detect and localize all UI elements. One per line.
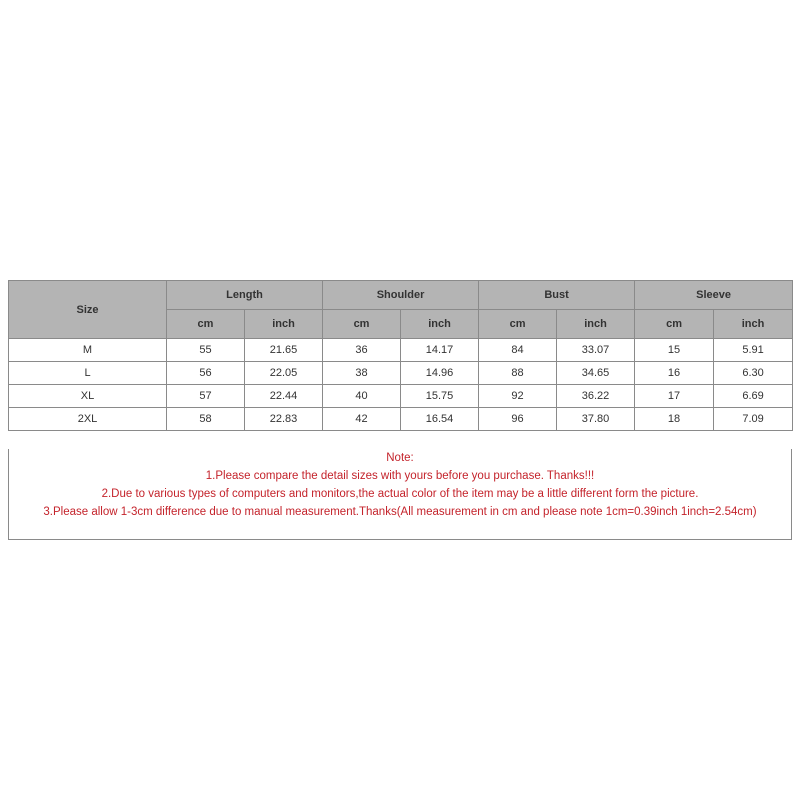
table-cell: 57 — [167, 385, 245, 408]
table-cell: 7.09 — [714, 408, 793, 431]
table-cell: 40 — [323, 385, 401, 408]
table-cell: 96 — [479, 408, 557, 431]
size-cell: M — [9, 339, 167, 362]
note-line-3: 3.Please allow 1-3cm difference due to manual measurement.Thanks(All measurement in cm and please note 1cm=0.39inch 1inch=2.54cm) — [43, 506, 757, 518]
unit-header-cm: cm — [479, 310, 557, 339]
table-cell: 21.65 — [245, 339, 323, 362]
size-cell: 2XL — [9, 408, 167, 431]
unit-header-inch: inch — [557, 310, 635, 339]
table-cell: 88 — [479, 362, 557, 385]
unit-header-cm: cm — [323, 310, 401, 339]
unit-header-cm: cm — [635, 310, 714, 339]
table-cell: 16.54 — [401, 408, 479, 431]
table-cell: 56 — [167, 362, 245, 385]
table-cell: 22.44 — [245, 385, 323, 408]
table-cell: 6.69 — [714, 385, 793, 408]
note-line-2: 2.Due to various types of computers and monitors,the actual color of the item may be a little different form the picture. — [101, 488, 699, 500]
length-header: Length — [167, 281, 323, 310]
unit-header-inch: inch — [714, 310, 793, 339]
table-cell: 17 — [635, 385, 714, 408]
size-cell: L — [9, 362, 167, 385]
sleeve-header: Sleeve — [635, 281, 793, 310]
table-cell: 15 — [635, 339, 714, 362]
table-row — [9, 385, 793, 408]
table-cell: 37.80 — [557, 408, 635, 431]
table-cell: 36.22 — [557, 385, 635, 408]
table-cell: 18 — [635, 408, 714, 431]
table-cell: 36 — [323, 339, 401, 362]
table-cell: 34.65 — [557, 362, 635, 385]
unit-header-inch: inch — [401, 310, 479, 339]
note-line-1: 1.Please compare the detail sizes with yours before you purchase. Thanks!!! — [205, 470, 595, 482]
size-cell: XL — [9, 385, 167, 408]
table-cell: 14.96 — [401, 362, 479, 385]
shoulder-header: Shoulder — [323, 281, 479, 310]
table-cell: 84 — [479, 339, 557, 362]
table-cell: 22.05 — [245, 362, 323, 385]
table-cell: 15.75 — [401, 385, 479, 408]
table-cell: 42 — [323, 408, 401, 431]
table-cell: 55 — [167, 339, 245, 362]
table-cell: 14.17 — [401, 339, 479, 362]
table-cell: 5.91 — [714, 339, 793, 362]
size-header: Size — [9, 281, 167, 339]
table-row — [9, 408, 793, 431]
table-row — [9, 339, 793, 362]
table-cell: 92 — [479, 385, 557, 408]
table-cell: 6.30 — [714, 362, 793, 385]
table-row — [9, 362, 793, 385]
size-chart — [8, 280, 792, 540]
unit-header-inch: inch — [245, 310, 323, 339]
notes-panel — [8, 449, 792, 540]
table-cell: 16 — [635, 362, 714, 385]
unit-header-cm: cm — [167, 310, 245, 339]
table-cell: 58 — [167, 408, 245, 431]
bust-header: Bust — [479, 281, 635, 310]
table-cell: 22.83 — [245, 408, 323, 431]
table-cell: 33.07 — [557, 339, 635, 362]
note-title: Note: — [386, 452, 414, 464]
size-table — [8, 280, 793, 431]
table-cell: 38 — [323, 362, 401, 385]
